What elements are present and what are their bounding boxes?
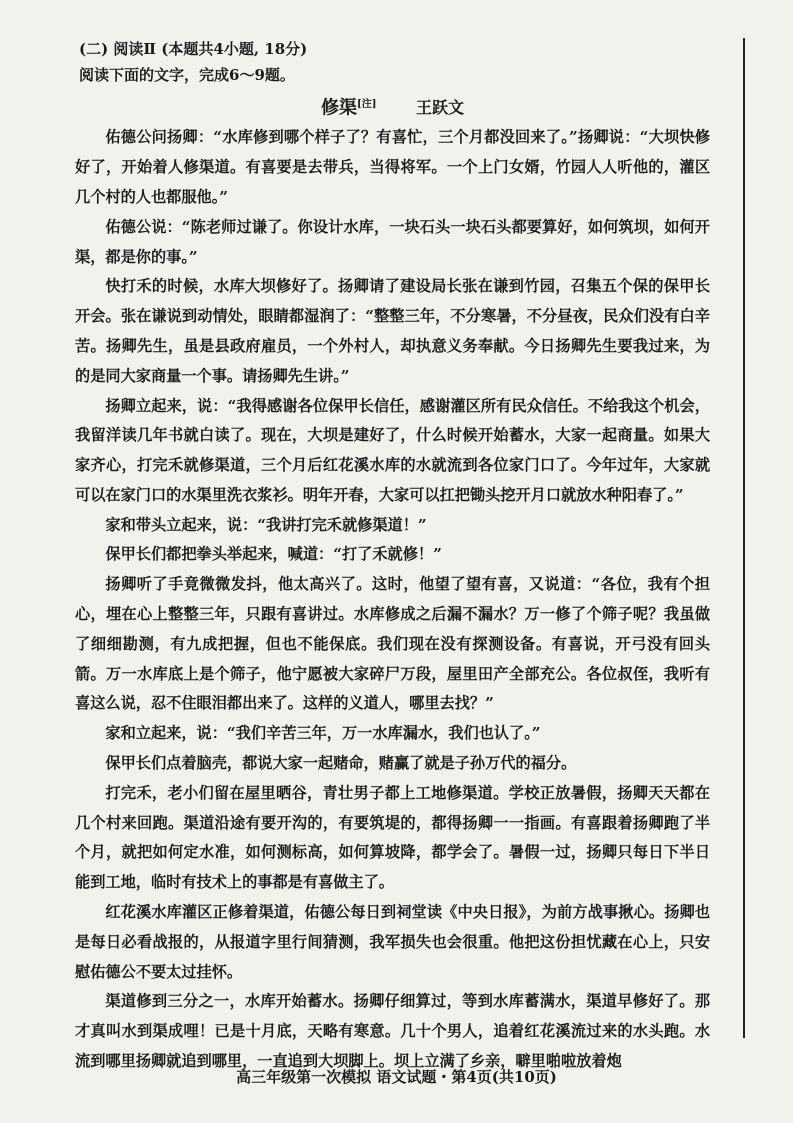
section-instruction: 阅读下面的文字，完成6～9题。 [79,66,295,84]
reading-section [75,36,710,1077]
note-mark: [注] [356,99,377,110]
paragraph: 扬卿立起来，说：“我得感谢各位保甲长信任，感谢灌区所有民众信任。不给我这个机会，我留洋读几年书就白读了。现在，大坝是建好了，什么时候开始蓄水，大家一起商量。如果大家齐心，打完禾就修渠道，三个月后红花溪水库的水就流到各位家门口了。今年过年，大家就可以在家门口的水渠里洗衣浆衫。明年开春，大家可以扛把锄头挖开月口就放水种阳春了。” [75,396,710,504]
paragraph: 打完禾，老小们留在屋里晒谷，青壮男子都上工地修渠道。学校正放暑假，扬卿天天都在几个村来回跑。渠道沿途有要开沟的，有要筑堤的，都得扬卿一一指画。有喜跟着扬卿跑了半个月，就把如何定水准，如何测标高，如何算坡降，都学会了。暑假一过，扬卿只每日下半日能到工地，临时有技术上的事都是有喜做主了。 [75,783,710,892]
paragraph: 保甲长们点着脑壳，都说大家一起赌命，赌赢了就是子孙万代的福分。 [105,754,577,773]
section-heading: (二) 阅读Ⅱ (本题共4小题, 18分) [79,40,308,58]
paragraph: 快打禾的时候，水库大坝修好了。扬卿请了建设局长张在谦到竹园，召集五个保的保甲长开会。张在谦说到动情处，眼睛都湿润了：“整整三年，不分寒暑，不分昼夜，民众们没有白辛苦。扬卿先生，虽是县政府雇员，一个外村人，却执意义务奉献。今日扬卿先生要我过来，为的是同大家商量一个事。请扬卿先生讲。” [75,277,710,385]
story-author: 王跃文 [416,98,465,118]
margin-rule [743,38,745,1038]
paragraph: 渠道修到三分之一，水库开始蓄水。扬卿仔细算过，等到水库蓄满水，渠道早修好了。那才真叫水到渠成哩！已是十月底，天略有寒意。几十个男人，追着红花溪流过来的水头跑。水流到哪里扬卿就追到哪里，一直追到大坝脚上。坝上立满了乡亲，噼里啪啦放着炮 [75,992,710,1071]
paragraph: 佑德公说：“陈老师过谦了。你设计水库，一块石头一块石头都要算好，如何筑坝，如何开渠，都是你的事。” [75,217,710,266]
paragraph: 家和带头立起来，说：“我讲打完禾就修渠道！” [105,515,427,534]
paragraph: 家和立起来，说：“我们辛苦三年，万一水库漏水，我们也认了。” [105,724,541,743]
story-title-line [75,90,710,123]
paragraph: 佑德公问扬卿：“水库修到哪个样子了？有喜忙，三个月都没回来了。”扬卿说：“大坝快修好了，开始着人修渠道。有喜要是去带兵，当得将军。一个上门女婿，竹园人人听他的，灌区几个村的人也都服他。” [75,128,710,206]
paragraph: 保甲长们都把拳头举起来，喊道：“打了禾就修！” [105,545,442,564]
story-body [75,123,710,1077]
page-footer: 高三年级第一次模拟 语文试题・第4页(共10页) [236,1068,557,1086]
paragraph: 红花溪水库灌区正修着渠道，佑德公每日到祠堂读《中央日报》，为前方战事揪心。扬卿也是每日必看战报的，从报道字里行间猜测，我军损失也会很重。他把这份担忧藏在心上，只安慰佑德公不要太过挂怀。 [75,903,710,981]
story-title: 修渠 [320,97,357,119]
paragraph: 扬卿听了手竟微微发抖，他太高兴了。这时，他望了望有喜，又说道：“各位，我有个担心，埋在心上整整三年，只跟有喜讲过。水库修成之后漏不漏水？万一修了个筛子呢？我虽做了细细勘测，有九成把握，但也不能保底。我们现在没有探测设备。有喜说，开弓没有回头箭。万一水库底上是个筛子，他宁愿被大家碎尸万段，屋里田产全部充公。各位叔侄，我听有喜这么说，忍不住眼泪都出来了。这样的义道人，哪里去找？” [75,575,710,713]
